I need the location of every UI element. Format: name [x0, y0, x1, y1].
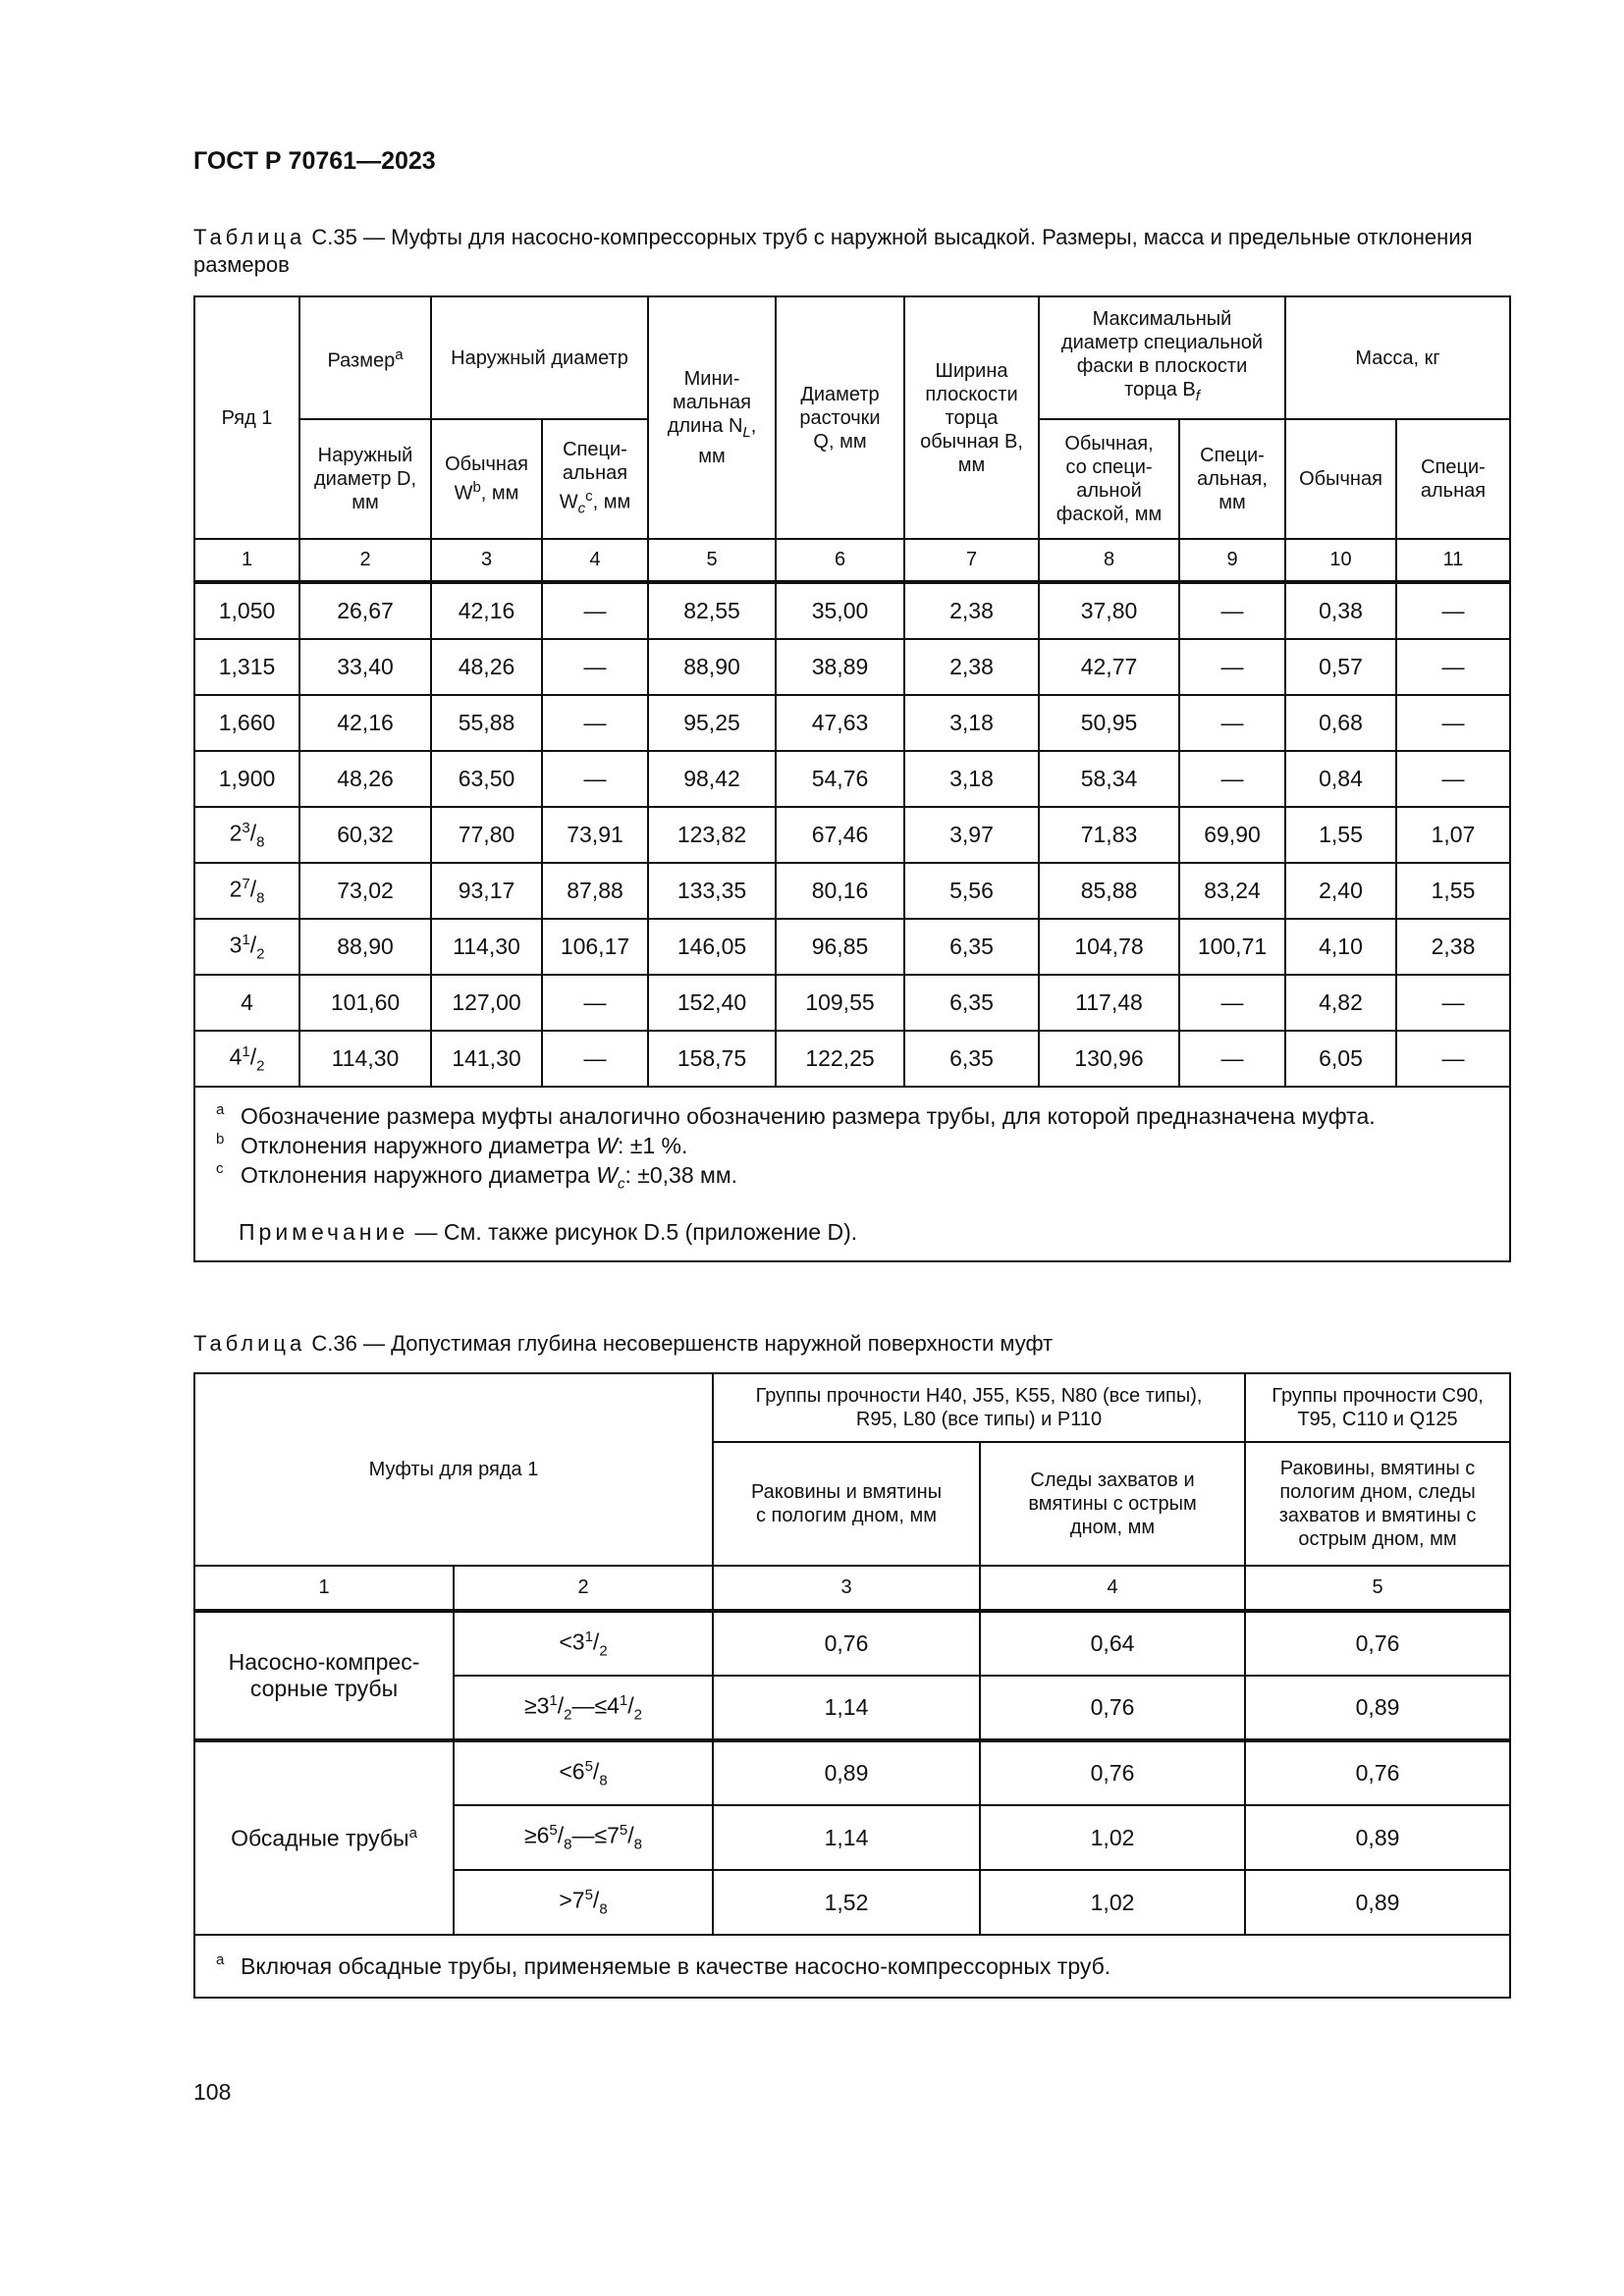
table-label: Таблица [193, 1331, 306, 1356]
cell: 0,68 [1285, 695, 1396, 751]
cell: 158,75 [648, 1031, 776, 1087]
cell: 4,10 [1285, 919, 1396, 975]
col-number: 9 [1179, 539, 1285, 582]
document-header: ГОСТ Р 70761—2023 [193, 147, 436, 175]
cell: 0,76 [980, 1676, 1245, 1740]
table-35-note: Примечание — См. также рисунок D.5 (приложение D). [239, 1218, 858, 1245]
cell: 0,76 [980, 1740, 1245, 1805]
header-min-length: Мини- мальная длина $N_L$, мм [648, 296, 776, 539]
cell: — [542, 975, 648, 1031]
cell: 60,32 [299, 807, 431, 863]
cell: 88,90 [648, 639, 776, 695]
cell: 104,78 [1039, 919, 1179, 975]
cell: 3,18 [904, 751, 1039, 807]
table-row [194, 919, 1510, 975]
header-couplings: Муфты для ряда 1 [194, 1373, 713, 1566]
cell: 82,55 [648, 582, 776, 639]
table-label: Таблица [193, 225, 306, 249]
cell: 6,35 [904, 975, 1039, 1031]
cell: 83,24 [1179, 863, 1285, 919]
cell: 0,89 [713, 1740, 980, 1805]
col-number: 7 [904, 539, 1039, 582]
cell: 152,40 [648, 975, 776, 1031]
cell: — [1396, 1031, 1510, 1087]
table-36 [193, 1372, 1511, 1999]
cell: — [1396, 639, 1510, 695]
cell: 0,76 [1245, 1611, 1510, 1676]
cell: 109,55 [776, 975, 904, 1031]
cell: 0,57 [1285, 639, 1396, 695]
col-number: 1 [194, 1566, 454, 1611]
header-outer-diameter: Наружный диаметр [431, 296, 648, 419]
cell: 69,90 [1179, 807, 1285, 863]
col-number: 6 [776, 539, 904, 582]
cell: — [1179, 582, 1285, 639]
cell: 5,56 [904, 863, 1039, 919]
table-row [194, 1740, 1510, 1805]
cell: 48,26 [431, 639, 542, 695]
table-row [194, 807, 1510, 863]
header-row1: Ряд 1 [194, 296, 299, 539]
cell: 3,18 [904, 695, 1039, 751]
cell: 101,60 [299, 975, 431, 1031]
cell: 1,02 [980, 1805, 1245, 1870]
cell: 42,16 [299, 695, 431, 751]
col-number: 8 [1039, 539, 1179, 582]
cell: 55,88 [431, 695, 542, 751]
footnote-b: b Отклонения наружного диаметра W: ±1 %. [216, 1131, 688, 1158]
cell: 67,46 [776, 807, 904, 863]
cell: 1,14 [713, 1805, 980, 1870]
header-bore: Диаметр расточки Q, мм [776, 296, 904, 539]
table-36-caption [193, 1330, 1509, 1358]
table-row [194, 582, 1510, 639]
table-row [194, 639, 1510, 695]
col-number: 3 [431, 539, 542, 582]
header-grip-marks: Следы захватов и вмятины с острым дном, мм [980, 1442, 1245, 1566]
cell: — [1179, 975, 1285, 1031]
cell: 85,88 [1039, 863, 1179, 919]
row-size: 4 [194, 975, 299, 1031]
cell: 63,50 [431, 751, 542, 807]
cell: 0,64 [980, 1611, 1245, 1676]
cell: 0,76 [1245, 1740, 1510, 1805]
row-size: $2^7/_8$ [194, 863, 299, 919]
cell: 4,82 [1285, 975, 1396, 1031]
col-number: 2 [299, 539, 431, 582]
table-title: С.35 — Муфты для насосно-компрессорных труб с наружной высадкой. Размеры, масса и предельные отклонения размеров [193, 225, 1473, 277]
cell: 6,05 [1285, 1031, 1396, 1087]
col-number: 2 [454, 1566, 713, 1611]
cell: 35,00 [776, 582, 904, 639]
cell: — [1396, 582, 1510, 639]
table-35-notes [194, 1087, 1510, 1261]
size-condition: $>7^5/_8$ [454, 1870, 713, 1935]
header-w-special: Специ- альная $W_c^c$, мм [542, 419, 648, 539]
cell: 93,17 [431, 863, 542, 919]
cell: 141,30 [431, 1031, 542, 1087]
cell: 117,48 [1039, 975, 1179, 1031]
cell: — [542, 751, 648, 807]
cell: 98,42 [648, 751, 776, 807]
cell: 33,40 [299, 639, 431, 695]
cell: 2,40 [1285, 863, 1396, 919]
cell: 114,30 [299, 1031, 431, 1087]
cell: 26,67 [299, 582, 431, 639]
cell: 73,02 [299, 863, 431, 919]
size-condition: $<3^1/_2$ [454, 1611, 713, 1676]
col-number: 11 [1396, 539, 1510, 582]
header-size: Размер$^a$ [299, 296, 431, 419]
cell: — [1179, 639, 1285, 695]
cell: 1,52 [713, 1870, 980, 1935]
table-row [194, 863, 1510, 919]
col-number: 5 [1245, 1566, 1510, 1611]
cell: 2,38 [904, 639, 1039, 695]
cell: 71,83 [1039, 807, 1179, 863]
row-size: 1,660 [194, 695, 299, 751]
cell: 0,76 [713, 1611, 980, 1676]
cell: 73,91 [542, 807, 648, 863]
cell: 54,76 [776, 751, 904, 807]
header-outer-d: Наружный диаметр D, мм [299, 419, 431, 539]
cell: 123,82 [648, 807, 776, 863]
header-face-width: Ширина плоскости торца обычная B, мм [904, 296, 1039, 539]
table-35-caption [193, 224, 1509, 279]
cell: 1,07 [1396, 807, 1510, 863]
cell: 2,38 [904, 582, 1039, 639]
cell: — [1179, 751, 1285, 807]
cell: 0,89 [1245, 1870, 1510, 1935]
table-row [194, 695, 1510, 751]
table-row [194, 975, 1510, 1031]
size-condition: $\ge 6^5/_8—\le 7^5/_8$ [454, 1805, 713, 1870]
cell: — [542, 582, 648, 639]
cell: 3,97 [904, 807, 1039, 863]
cell: 0,84 [1285, 751, 1396, 807]
header-w-normal: Обычная $W^b$, мм [431, 419, 542, 539]
header-chamfer-normal: Обычная, со специ- альной фаской, мм [1039, 419, 1179, 539]
cell: 37,80 [1039, 582, 1179, 639]
cell: 1,55 [1285, 807, 1396, 863]
cell: 133,35 [648, 863, 776, 919]
cell: 1,14 [713, 1676, 980, 1740]
cell: 77,80 [431, 807, 542, 863]
table-title: С.36 — Допустимая глубина несовершенств наружной поверхности муфт [305, 1331, 1054, 1356]
cell: — [1396, 751, 1510, 807]
footnote-a: a Включая обсадные трубы, применяемые в качестве насосно-компрессорных труб. [216, 1951, 1111, 1979]
cell: — [1396, 975, 1510, 1031]
header-mass: Масса, кг [1285, 296, 1510, 419]
cell: 50,95 [1039, 695, 1179, 751]
row-size: $4^1/_2$ [194, 1031, 299, 1087]
group-casing: Обсадные трубы$^a$ [194, 1740, 454, 1935]
cell: 95,25 [648, 695, 776, 751]
header-mass-normal: Обычная [1285, 419, 1396, 539]
header-strength-group-1: Группы прочности H40, J55, K55, N80 (все типы), R95, L80 (все типы) и P110 [713, 1373, 1245, 1442]
cell: 80,16 [776, 863, 904, 919]
table-row [194, 751, 1510, 807]
footnote-a: a Обозначение размера муфты аналогично обозначению размера трубы, для которой предназначена муфта. [216, 1101, 1376, 1129]
size-condition: $\ge 3^1/_2—\le 4^1/_2$ [454, 1676, 713, 1740]
size-condition: $<6^5/_8$ [454, 1740, 713, 1805]
cell: 88,90 [299, 919, 431, 975]
cell: 87,88 [542, 863, 648, 919]
cell: 58,34 [1039, 751, 1179, 807]
cell: 122,25 [776, 1031, 904, 1087]
cell: 48,26 [299, 751, 431, 807]
cell: — [542, 1031, 648, 1087]
header-strength-group-2: Группы прочности C90, T95, C110 и Q125 [1245, 1373, 1510, 1442]
cell: 42,77 [1039, 639, 1179, 695]
col-number: 1 [194, 539, 299, 582]
cell: 146,05 [648, 919, 776, 975]
col-number: 4 [542, 539, 648, 582]
row-size: $2^3/_8$ [194, 807, 299, 863]
group-tubing: Насосно-компрес- сорные трубы [194, 1611, 454, 1740]
row-size: 1,050 [194, 582, 299, 639]
cell: 42,16 [431, 582, 542, 639]
row-size: 1,315 [194, 639, 299, 695]
cell: — [542, 639, 648, 695]
header-pits-flat: Раковины и вмятины с пологим дном, мм [713, 1442, 980, 1566]
table-row [194, 1031, 1510, 1087]
cell: 100,71 [1179, 919, 1285, 975]
cell: 6,35 [904, 919, 1039, 975]
cell: — [1179, 1031, 1285, 1087]
table-35 [193, 295, 1511, 1262]
cell: 96,85 [776, 919, 904, 975]
cell: 0,89 [1245, 1805, 1510, 1870]
cell: 127,00 [431, 975, 542, 1031]
header-max-chamfer: Максимальный диаметр специальной фаски в плоскости торца $B_f$ [1039, 296, 1285, 419]
cell: 1,02 [980, 1870, 1245, 1935]
cell: 114,30 [431, 919, 542, 975]
col-number: 4 [980, 1566, 1245, 1611]
cell: — [1179, 695, 1285, 751]
cell: 0,38 [1285, 582, 1396, 639]
page-number: 108 [193, 2079, 232, 2105]
footnote-c: c Отклонения наружного диаметра $W_c$: ±0,38 мм. [216, 1160, 738, 1193]
cell: 106,17 [542, 919, 648, 975]
cell: 6,35 [904, 1031, 1039, 1087]
table-row [194, 1611, 1510, 1676]
header-chamfer-special: Специ- альная, мм [1179, 419, 1285, 539]
row-size: $3^1/_2$ [194, 919, 299, 975]
table-36-notes [194, 1935, 1510, 1998]
header-all-defects: Раковины, вмятины с пологим дном, следы захватов и вмятины с острым дном, мм [1245, 1442, 1510, 1566]
cell: 47,63 [776, 695, 904, 751]
row-size: 1,900 [194, 751, 299, 807]
cell: — [542, 695, 648, 751]
cell: — [1396, 695, 1510, 751]
cell: 1,55 [1396, 863, 1510, 919]
col-number: 5 [648, 539, 776, 582]
header-mass-special: Специ- альная [1396, 419, 1510, 539]
cell: 2,38 [1396, 919, 1510, 975]
cell: 130,96 [1039, 1031, 1179, 1087]
cell: 0,89 [1245, 1676, 1510, 1740]
col-number: 10 [1285, 539, 1396, 582]
cell: 38,89 [776, 639, 904, 695]
col-number: 3 [713, 1566, 980, 1611]
